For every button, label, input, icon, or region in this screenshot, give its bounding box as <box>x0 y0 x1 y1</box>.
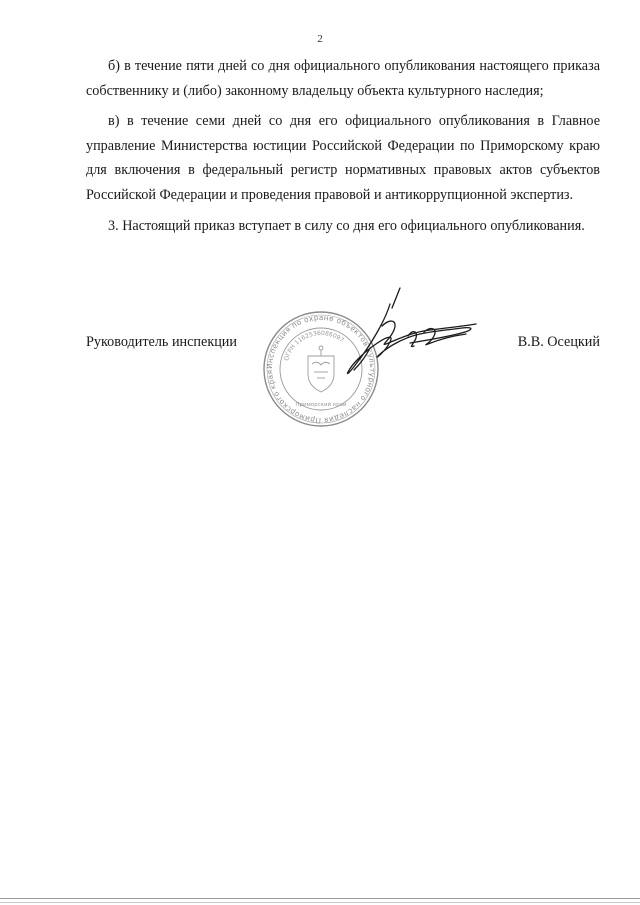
page-number: 2 <box>317 33 323 45</box>
paragraph-3: 3. Настоящий приказ вступает в силу со дня его официального опубликования. <box>108 217 585 234</box>
signatory-name: В.В. Осецкий <box>517 334 600 350</box>
paragraph-v: в) в течение семи дней со дня его официального опубликования в Главное управление Министерства юстиции Российской Федерации по Приморскому краю для включения в федеральный регистр нормативных правовых актов субъектов Российской Федерации и проведения правовой и антикоррупционной экспертиз. <box>86 113 600 203</box>
signatory-title: Руководитель инспекции <box>86 334 237 350</box>
seal-outer-text: Инспекция по охране объектов культурного наследия Приморского края <box>264 312 378 426</box>
seal-center-text: Приморский край <box>295 402 347 408</box>
paragraph-b: б) в течение пяти дней со дня официального опубликования настоящего приказа собственнику и (либо) законному владельцу объекта культурного наследия; <box>86 58 600 99</box>
document-body <box>86 54 600 244</box>
footer-divider <box>0 898 640 899</box>
signature-block <box>86 330 600 354</box>
seal-inner-text: ОГРН 1162536086097 <box>283 329 346 362</box>
footer-divider-secondary <box>0 902 640 903</box>
